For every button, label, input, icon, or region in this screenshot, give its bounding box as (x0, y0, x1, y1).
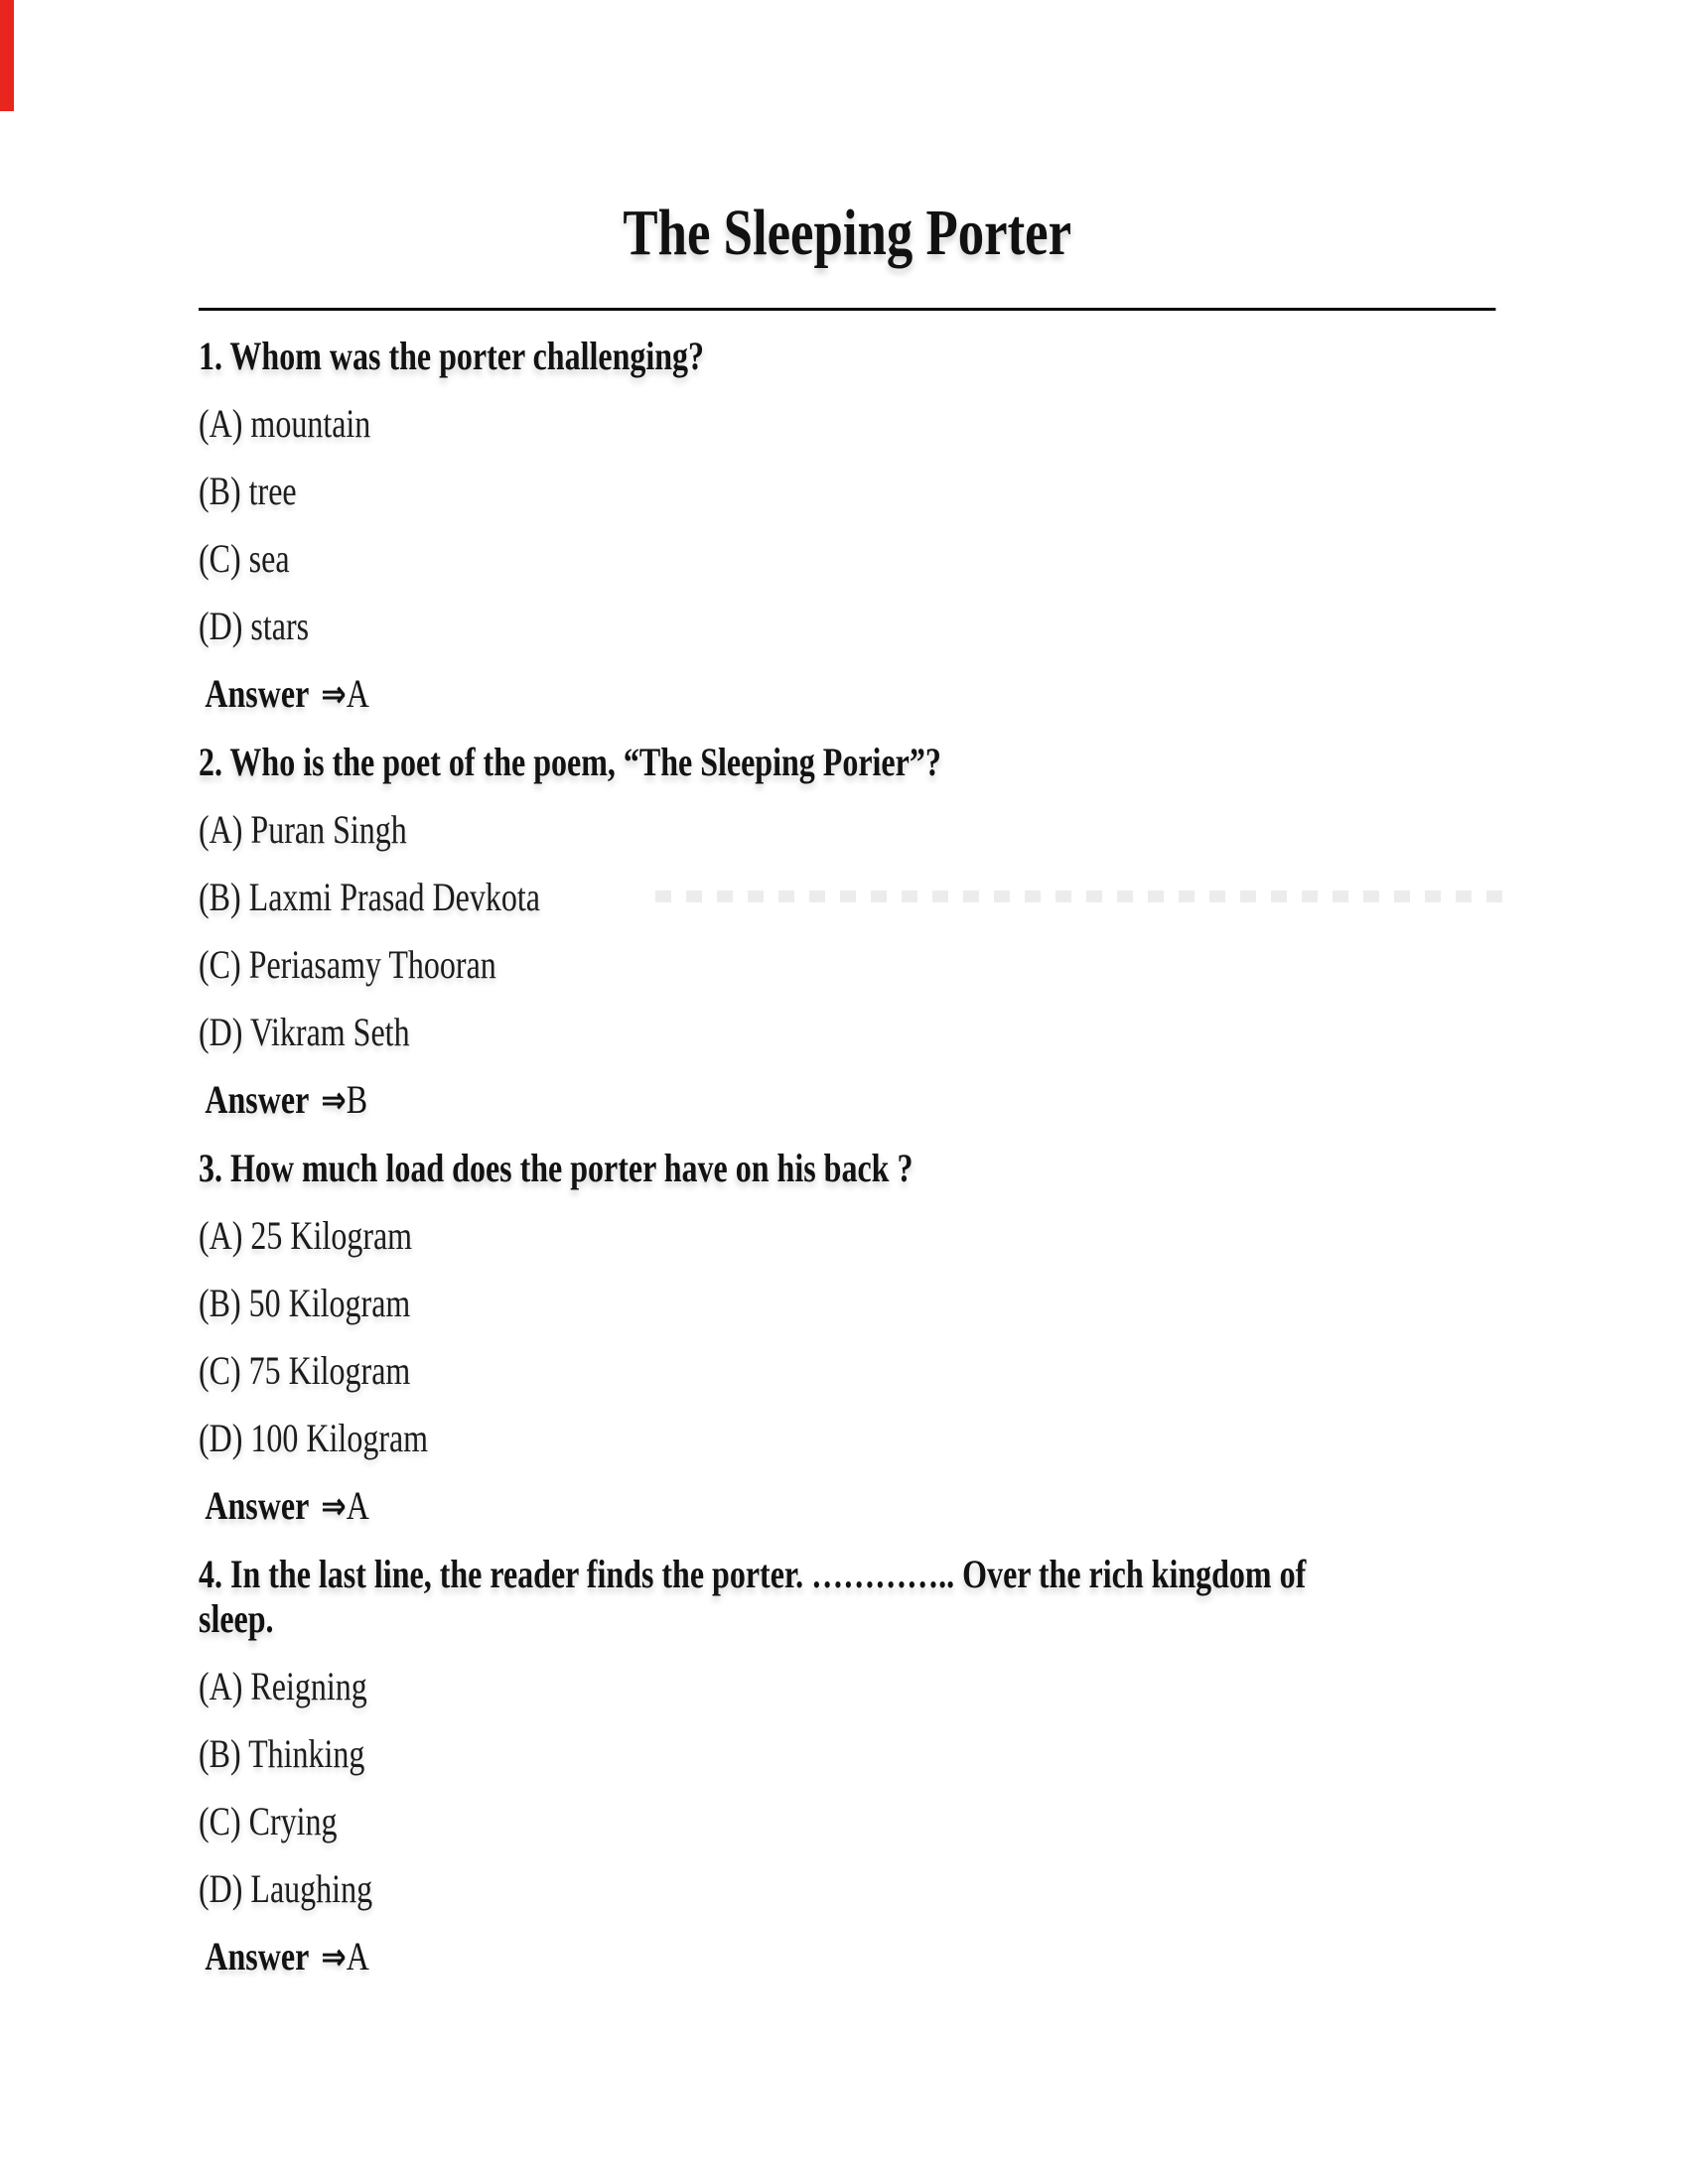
option-c: (C) Periasamy Thooran (199, 942, 496, 987)
answer-value: B (346, 1077, 368, 1122)
answer-line (199, 1934, 1495, 1979)
option-a: (A) Puran Singh (199, 807, 407, 852)
page-title: The Sleeping Porter (623, 197, 1072, 269)
red-edge-marker (0, 0, 14, 111)
question-block-3 (199, 1146, 1495, 1529)
question-block-4 (199, 1552, 1495, 1979)
option-c: (C) Crying (199, 1799, 338, 1843)
document-content (199, 0, 1495, 2002)
option-b: (B) Thinking (199, 1731, 365, 1776)
answer-label: Answer (205, 1077, 310, 1122)
option-b: (B) tree (199, 469, 297, 513)
question-block-2 (199, 740, 1495, 1123)
answer-line (199, 671, 1495, 717)
answer-value: A (346, 671, 369, 716)
answer-value: A (346, 1934, 369, 1979)
option-d: (D) 100 Kilogram (199, 1416, 429, 1460)
question-line-2: sleep. (199, 1596, 274, 1641)
question-block-1 (199, 334, 1495, 717)
answer-line (199, 1483, 1495, 1529)
option-d: (D) Laughing (199, 1866, 373, 1911)
option-d: (D) Vikram Seth (199, 1010, 410, 1054)
option-a: (A) mountain (199, 401, 371, 446)
double-arrow-icon: ⇒ (321, 1484, 347, 1528)
option-d: (D) stars (199, 604, 310, 648)
double-arrow-icon: ⇒ (321, 672, 347, 716)
option-b: (B) 50 Kilogram (199, 1281, 411, 1325)
question-line: 3. How much load does the porter have on his back ? (199, 1146, 914, 1190)
question-line: 4. In the last line, the reader finds the porter. ………….. Over the rich kingdom of (199, 1552, 1307, 1596)
answer-line (199, 1077, 1495, 1123)
title-divider (199, 308, 1495, 311)
option-c: (C) 75 Kilogram (199, 1348, 411, 1393)
option-c: (C) sea (199, 536, 290, 581)
option-a: (A) 25 Kilogram (199, 1213, 413, 1258)
answer-label: Answer (205, 671, 310, 716)
answer-label: Answer (205, 1934, 310, 1979)
answer-label: Answer (205, 1483, 310, 1528)
question-text (199, 334, 1495, 378)
double-arrow-icon: ⇒ (321, 1078, 347, 1122)
question-text (199, 1552, 1495, 1641)
answer-value: A (346, 1483, 369, 1528)
question-text (199, 1146, 1495, 1190)
question-text (199, 740, 1495, 784)
question-line: 2. Who is the poet of the poem, “The Sleeping Porier”? (199, 740, 941, 784)
double-arrow-icon: ⇒ (321, 1935, 347, 1979)
option-a: (A) Reigning (199, 1664, 367, 1708)
option-b: (B) Laxmi Prasad Devkota (199, 875, 540, 919)
question-line: 1. Whom was the porter challenging? (199, 334, 705, 378)
